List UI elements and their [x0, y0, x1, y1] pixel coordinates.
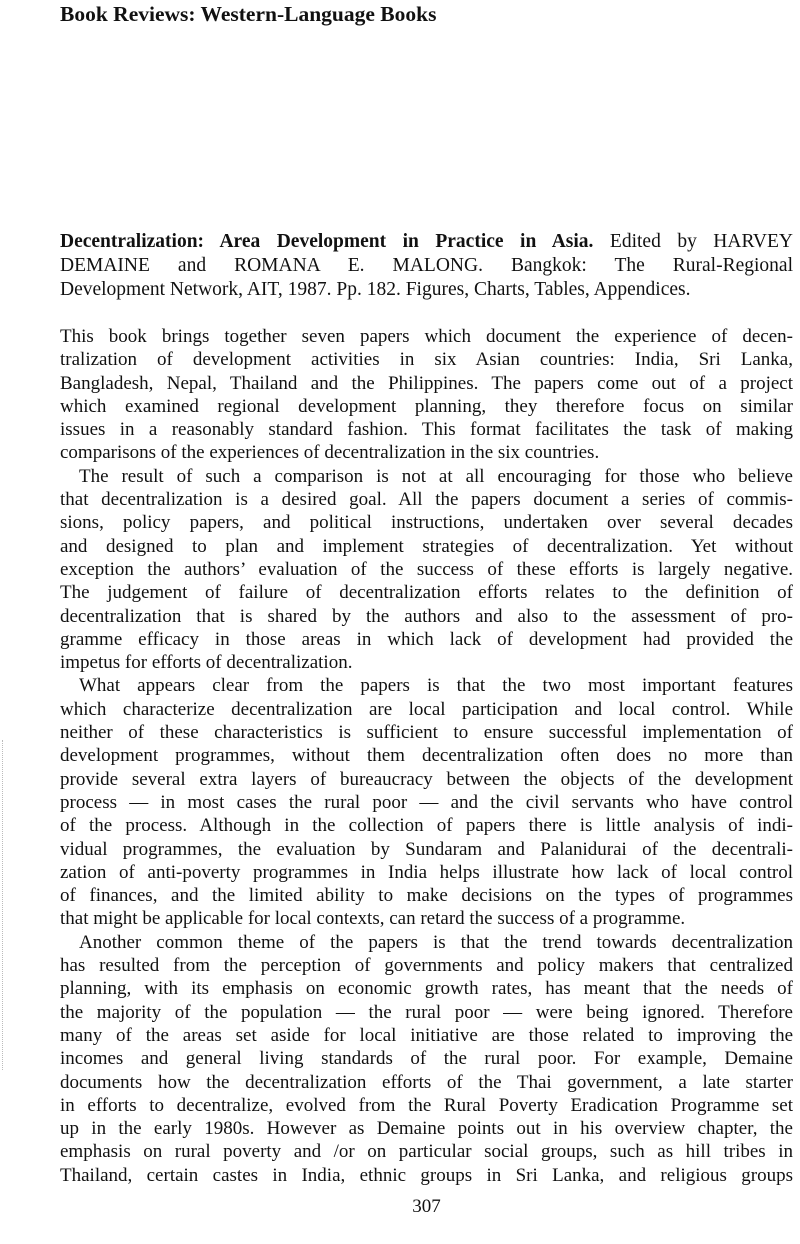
text-line: many of the areas set aside for local initiative are those related to improving the [60, 1024, 793, 1046]
text-line: What appears clear from the papers is that the two most important features [79, 675, 793, 697]
paragraph [60, 465, 793, 675]
running-header: Book Reviews: Western-Language Books [60, 2, 437, 26]
text-line: of the process. Although in the collection of papers there is little analysis of indi- [60, 815, 793, 837]
text-line: the majority of the population — the rural poor — were being ignored. Therefore [60, 1001, 793, 1023]
citation-editors: Edited by HARVEY [593, 231, 793, 252]
paragraph [60, 325, 793, 465]
text-line: and designed to plan and implement strategies of decentralization. Yet without [60, 535, 793, 557]
text-line: exception the authors’ evaluation of the success of these efforts is largely negative. [60, 558, 793, 580]
text-line: The result of such a comparison is not at all encouraging for those who believe [79, 465, 793, 487]
review-body [60, 325, 793, 1187]
text-line: provide several extra layers of bureaucracy between the objects of the development [60, 768, 793, 790]
text-line: incomes and general living standards of the rural poor. For example, Demaine [60, 1048, 793, 1070]
page-number: 307 [412, 1196, 441, 1217]
text-line: gramme efficacy in those areas in which lack of development had provided the [60, 628, 793, 650]
text-line: Another common theme of the papers is that the trend towards decentralization [79, 931, 793, 953]
text-line: in efforts to decentralize, evolved from the Rural Poverty Eradication Programme set [60, 1094, 793, 1116]
text-line: comparisons of the experiences of decentralization in the six countries. [60, 442, 600, 464]
text-line: sions, policy papers, and political instructions, undertaken over several decades [60, 512, 793, 534]
text-line: vidual programmes, the evaluation by Sundaram and Palanidurai of the decentrali- [60, 838, 793, 860]
text-line: of finances, and the limited ability to make decisions on the types of programmes [60, 885, 793, 907]
text-line: process — in most cases the rural poor — and the civil servants who have control [60, 791, 793, 813]
paragraph [60, 674, 793, 930]
text-line: emphasis on rural poverty and /or on particular social groups, such as hill tribes in [60, 1141, 793, 1163]
text-line: Thailand, certain castes in India, ethnic groups in Sri Lanka, and religious groups [60, 1164, 793, 1186]
text-line: zation of anti-poverty programmes in India helps illustrate how lack of local control [60, 861, 793, 883]
scan-edge-artifact [2, 740, 5, 1070]
text-line: Bangladesh, Nepal, Thailand and the Philippines. The papers come out of a project [60, 372, 793, 394]
text-line: which characterize decentralization are local participation and local control. While [60, 698, 793, 720]
text-line: decentralization that is shared by the authors and also to the assessment of pro- [60, 605, 793, 627]
text-line: up in the early 1980s. However as Demaine points out in his overview chapter, the [60, 1118, 793, 1140]
text-line: planning, with its emphasis on economic growth rates, has meant that the needs of [60, 978, 793, 1000]
citation-line: Development Network, AIT, 1987. Pp. 182. Figures, Charts, Tables, Appendices. [60, 279, 691, 300]
text-line: has resulted from the perception of governments and policy makers that centralized [60, 955, 793, 977]
text-line: that decentralization is a desired goal. All the papers document a series of commis- [60, 489, 793, 511]
text-line: neither of these characteristics is sufficient to ensure successful implementation of [60, 722, 793, 744]
book-citation [60, 230, 793, 302]
text-line: that might be applicable for local contexts, can retard the success of a programme. [60, 908, 686, 930]
text-line: This book brings together seven papers which document the experience of decen- [60, 326, 793, 347]
citation-line: DEMAINE and ROMANA E. MALONG. Bangkok: The Rural-Regional [60, 255, 793, 276]
text-line: which examined regional development planning, they therefore focus on similar [60, 395, 793, 417]
text-line: development programmes, without them decentralization often does no more than [60, 745, 793, 767]
text-line: impetus for efforts of decentralization. [60, 652, 353, 674]
text-line: issues in a reasonably standard fashion. This format facilitates the task of making [60, 419, 793, 441]
book-title: Decentralization: Area Development in Practice in Asia. [60, 231, 594, 252]
text-line: tralization of development activities in six Asian countries: India, Sri Lanka, [60, 349, 793, 371]
text-line: The judgement of failure of decentralization efforts relates to the definition of [60, 582, 793, 604]
paragraph [60, 931, 793, 1187]
text-line: documents how the decentralization efforts of the Thai government, a late starter [60, 1071, 793, 1093]
